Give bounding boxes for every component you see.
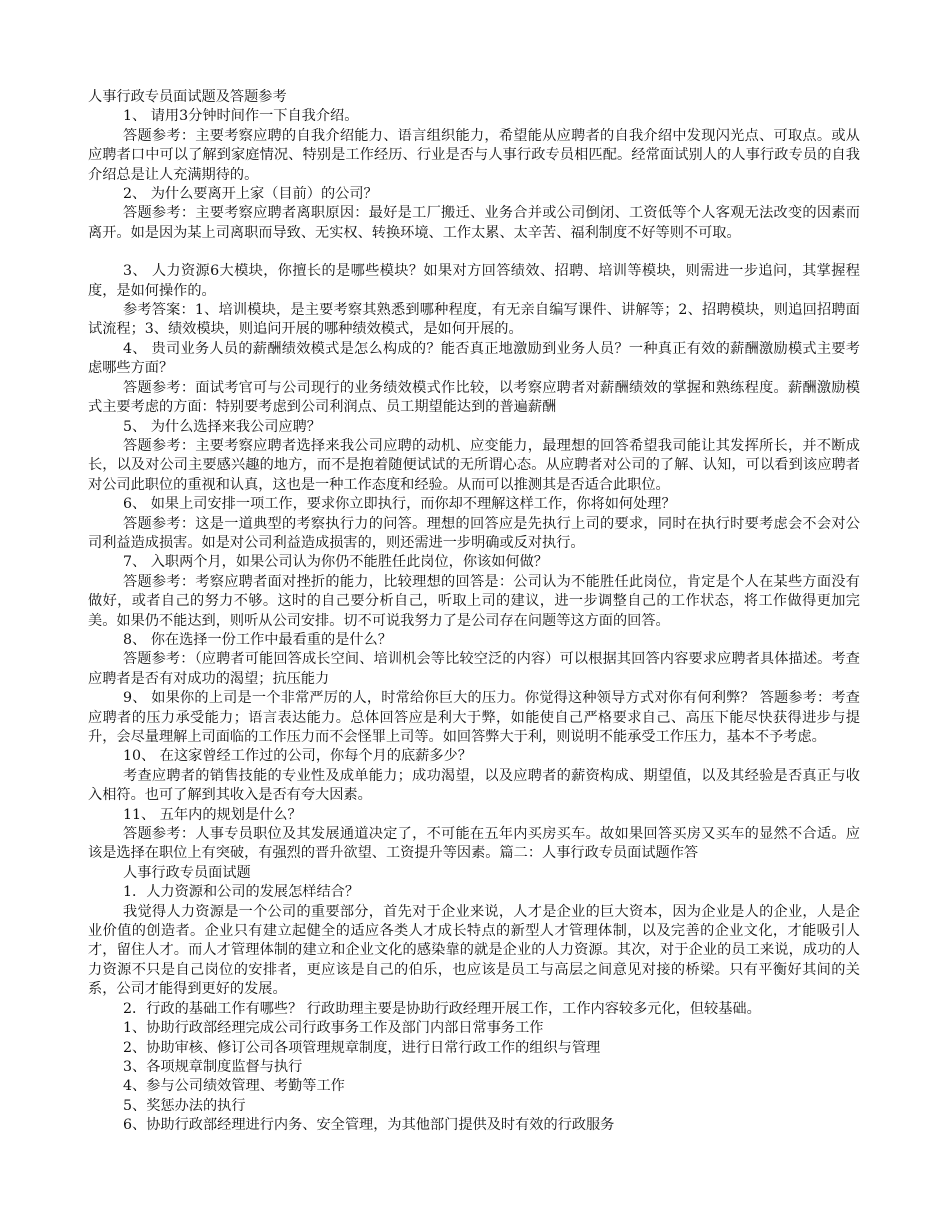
paragraph: 3、各项规章制度监督与执行 [123, 1058, 303, 1075]
paragraph: 答题参考：主要考察应聘者选择来我公司应聘的动机、应变能力，最理想的回答希望我司能让其发挥所长，并不断成长，以及对公司主要感兴趣的地方，而不是抱着随便试试的无所谓心态。从应聘者对公司的了解、认知，可以看到该应聘者对公司此职位的重视和认真，这也是一种工作态度和经验。从而可以推测其是否适合此职位。 [88, 437, 860, 493]
document-title: 人事行政专员面试题及答题参考 [88, 89, 287, 105]
paragraph: 答题参考：主要考察应聘者离职原因：最好是工厂搬迁、业务合并或公司倒闭、工资低等个人客观无法改变的因素而离开。如是因为某上司离职而导致、无实权、转换环境、工作太累、太辛苦、福利制度不好等则不可取。 [88, 205, 860, 241]
paragraph: 人事行政专员面试题 [123, 864, 251, 881]
blank-line [88, 243, 860, 262]
paragraph: 9、 如果你的上司是一个非常严厉的人，时常给你巨大的压力。你觉得这种领导方式对你有何利弊？ 答题参考：考查应聘者的压力承受能力；语言表达能力。总体回答应是利大于弊，如能使自己严格要求自己、高压下能尽快获得进步与提升，会尽量理解上司面临的工作压力而不会怪罪上司等。如回答弊大于利，则说明不能承受工作压力，基本不予考虑。 [88, 690, 860, 745]
paragraph: 6、 如果上司安排一项工作，要求你立即执行，而你却不理解这样工作，你将如何处理？ [123, 496, 676, 513]
paragraph: 8、 你在选择一份工作中最看重的是什么？ [123, 631, 392, 648]
paragraph: 5、 为什么选择来我公司应聘？ [123, 418, 321, 435]
paragraph: 答题参考：主要考察应聘的自我介绍能力、语言组织能力，希望能从应聘者的自我介绍中发现闪光点、可取点。或从应聘者口中可以了解到家庭情况、特别是工作经历、行业是否与人事行政专员相匹配。经常面试别人的人事行政专员的自我介绍总是让人充满期待的。 [88, 127, 860, 183]
paragraph-list [88, 107, 860, 1135]
paragraph: 答题参考：考察应聘者面对挫折的能力，比较理想的回答是：公司认为不能胜任此岗位，肯定是个人在某些方面没有做好，或者自己的努力不够。这时的自己要分析自己，听取上司的建议，进一步调整自己的工作状态，将工作做得更加完美。如果仍不能达到，则听从公司安排。切不可说我努力了是公司存在问题等这方面的回答。 [88, 573, 860, 629]
paragraph: 1、协助行政部经理完成公司行政事务工作及部门内部日常事务工作 [123, 1020, 544, 1037]
paragraph: 4、 贵司业务人员的薪酬绩效模式是怎么构成的？能否真正地激励到业务人员？一种真正有效的薪酬激励模式主要考虑哪些方面？ [88, 340, 860, 377]
paragraph: 2．行政的基础工作有哪些？ 行政助理主要是协助行政经理开展工作，工作内容较多元化，但较基础。 [123, 1000, 761, 1017]
paragraph: 2、 为什么要离开上家（目前）的公司？ [123, 186, 378, 203]
paragraph: 答题参考：这是一道典型的考察执行力的问答。理想的回答应是先执行上司的要求，同时在执行时要考虑会不会对公司利益造成损害。如是对公司利益造成损害的，则还需进一步明确或反对执行。 [88, 515, 860, 551]
paragraph: 2、协助审核、修订公司各项管理规章制度，进行日常行政工作的组织与管理 [123, 1039, 601, 1056]
paragraph: 参考答案：1、培训模块，是主要考察其熟悉到哪种程度，有无亲自编写课件、讲解等；2、招聘模块，则追回招聘面试流程；3、绩效模块，则追问开展的哪种绩效模式，是如何开展的。 [88, 302, 860, 338]
paragraph: 4、参与公司绩效管理、考勤等工作 [123, 1078, 345, 1095]
paragraph: 1．人力资源和公司的发展怎样结合？ [123, 884, 360, 901]
paragraph: 考查应聘者的销售技能的专业性及成单能力；成功渴望，以及应聘者的薪资构成、期望值，以及其经验是否真正与收入相符。也可了解到其收入是否有夸大因素。 [88, 767, 860, 804]
paragraph: 10、 在这家曾经工作过的公司，你每个月的底薪多少？ [123, 748, 472, 765]
paragraph: 1、 请用3分钟时间作一下自我介绍。 [123, 108, 359, 125]
paragraph: 5、奖惩办法的执行 [123, 1097, 246, 1114]
paragraph: 我觉得人力资源是一个公司的重要部分，首先对于企业来说，人才是企业的巨大资本，因为企业是人的企业，人是企业价值的创造者。企业只有建立起健全的适应各类人才成长特点的新型人才管理体制，以及完善的企业文化，才能吸引人才，留住人才。而人才管理体制的建立和企业文化的感染靠的就是企业的人力资源。其次，对于企业的员工来说，成功的人力资源不只是自己岗位的安排者，更应该是自己的伯乐，也应该是员工与高层之间意见对接的桥梁。只有平衡好其间的关系，公司才能得到更好的发展。 [88, 903, 860, 998]
document-body [88, 88, 860, 1136]
paragraph: 答题参考：面试考官可与公司现行的业务绩效模式作比较，以考察应聘者对薪酬绩效的掌握和熟练程度。薪酬激励模式主要考虑的方面：特别要考虑到公司利润点、员工期望能达到的普遍薪酬 [88, 379, 860, 416]
paragraph: 6、协助行政部经理进行内务、安全管理，为其他部门提供及时有效的行政服务 [123, 1117, 615, 1134]
paragraph: 11、 五年内的规划是什么？ [123, 806, 302, 823]
paragraph: 3、 人力资源6大模块，你擅长的是哪些模块？如果对方回答绩效、招聘、培训等模块，则需进一步追问，其掌握程度，是如何操作的。 [88, 263, 860, 299]
paragraph: 答题参考：（应聘者可能回答成长空间、培训机会等比较空泛的内容）可以根据其回答内容要求应聘者具体描述。考查应聘者是否有对成功的渴望；抗压能力 [88, 651, 860, 687]
paragraph: 7、 入职两个月，如果公司认为你仍不能胜任此岗位，你该如何做？ [123, 554, 548, 571]
paragraph: 答题参考：人事专员职位及其发展通道决定了，不可能在五年内买房买车。故如果回答买房又买车的显然不合适。应该是选择在职位上有突破，有强烈的晋升欲望、工资提升等因素。篇二：人事行政专员面试题作答 [88, 826, 860, 862]
